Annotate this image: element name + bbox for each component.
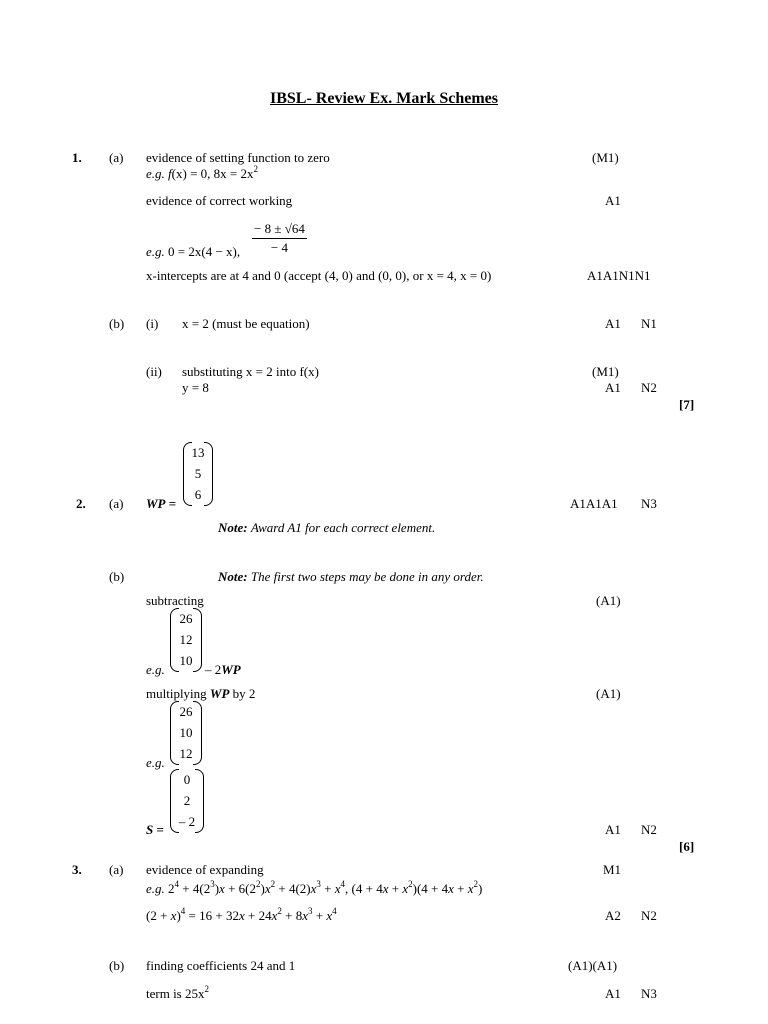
q1a-line-4-equation: 0 = 2x(4 − x),: [168, 244, 241, 259]
subtract-vector: [170, 608, 202, 672]
q1b-ii-mark-2: A1: [605, 380, 621, 395]
exponent: 2: [204, 983, 209, 994]
wp-label: WP: [209, 686, 230, 701]
q2-total: [6]: [679, 839, 695, 854]
q3b-line-2-mark: A1: [605, 986, 621, 1001]
equals-sign: =: [156, 822, 164, 837]
q3-part-b-label: (b): [109, 958, 125, 973]
vector-element: – 2: [178, 814, 196, 829]
exponent: 2: [253, 163, 258, 174]
q1b-i-label: (i): [146, 316, 159, 331]
multiplying-text: multiplying: [146, 686, 207, 701]
minus-two-wp: [205, 662, 241, 677]
question-1-number: 1.: [72, 150, 82, 165]
q1a-line-2: [146, 163, 258, 181]
vector-element: 10: [179, 725, 193, 740]
q3a-expansion: e.g. $2^4 + 4(2^3)x + 6(2^2)x^2 + 4(2)x^3 + x^4$, $(4 + 4x + x^2)(4 + 4x + x^2)$: [146, 878, 483, 896]
term-text: term is 25x: [146, 986, 205, 1001]
q2a-n: N3: [641, 496, 657, 511]
vector-element: 6: [194, 487, 202, 502]
q2b-subtracting-mark: (A1): [596, 593, 621, 608]
vector-element: 26: [179, 704, 193, 719]
q2b-multiplying-mark: (A1): [596, 686, 621, 701]
q1-part-b-label: (b): [109, 316, 125, 331]
q1a-line-3: evidence of correct working: [146, 193, 293, 208]
wp-equation: [146, 496, 176, 511]
vector-element: 10: [179, 653, 193, 668]
q3a-result-mark: A2: [605, 908, 621, 923]
q1b-ii-text: substituting x = 2 into f(x): [182, 364, 319, 379]
equals-sign: =: [168, 496, 177, 511]
q3b-line-1-mark: (A1)(A1): [568, 958, 618, 973]
eg-prefix: e.g.: [146, 244, 165, 259]
eg-prefix: e.g.: [146, 662, 165, 677]
eg-prefix: e.g.: [146, 755, 165, 770]
q1b-ii-mark-1: (M1): [592, 364, 619, 379]
q1b-i-text: x = 2 (must be equation): [182, 316, 310, 331]
q1b-ii-label: (ii): [146, 364, 162, 379]
note-label: Note:: [218, 569, 248, 584]
q3b-line-2-n: N3: [641, 986, 657, 1001]
note-text: The first two steps may be done in any order.: [250, 569, 484, 584]
vector-element: 2: [183, 793, 191, 808]
function-name: f: [168, 166, 172, 181]
by-two-text: by 2: [232, 686, 256, 701]
wp-vector: [183, 442, 213, 506]
question-3-number: 3.: [72, 862, 82, 877]
q2a-note: [218, 520, 435, 535]
q3a-line-1-mark: M1: [603, 862, 622, 877]
q2b-subtracting: subtracting: [146, 593, 204, 608]
fraction-denominator: − 4: [270, 240, 288, 255]
vector-element: 26: [179, 611, 193, 626]
s-label: S: [146, 822, 154, 837]
q2b-note: [218, 569, 484, 584]
q1a-line-5-mark: A1A1N1N1: [587, 268, 651, 283]
q1b-ii-text-2: y = 8: [182, 380, 209, 395]
q1a-line-3-mark: A1: [605, 193, 621, 208]
q1b-ii-n: N2: [641, 380, 657, 395]
q2b-s-mark: A1: [605, 822, 621, 837]
q1-total: [7]: [679, 397, 695, 412]
s-vector: [170, 769, 204, 833]
q3a-result: $(2 + x)^4 = 16 + 32x + 24x^2 + 8x^3 + x^4$: [146, 905, 337, 923]
fraction-numerator: − 8 ± √64: [252, 221, 307, 239]
q2b-multiplying: [146, 686, 255, 701]
wp-label: WP: [221, 662, 241, 677]
wp-label: WP: [146, 496, 166, 511]
question-2-number: 2.: [76, 496, 86, 511]
q1b-i-mark: A1: [605, 316, 621, 331]
q3b-line-2: [146, 983, 209, 1001]
q1-part-a-label: (a): [109, 150, 124, 165]
vector-element: 5: [194, 466, 202, 481]
q3-part-a-label: (a): [109, 862, 124, 877]
note-label: Note:: [218, 520, 248, 535]
page-title: IBSL- Review Ex. Mark Schemes: [270, 90, 498, 107]
fraction-expression: [252, 221, 307, 256]
q1a-line-4: [146, 244, 240, 259]
q2b-s-n: N2: [641, 822, 657, 837]
q3a-result-n: N2: [641, 908, 657, 923]
q3b-line-1: finding coefficients 24 and 1: [146, 958, 296, 973]
q1a-line-1: evidence of setting function to zero: [146, 150, 330, 165]
q1b-i-n: N1: [641, 316, 657, 331]
note-text: Award A1 for each correct element.: [250, 520, 436, 535]
multiply-vector: [170, 701, 202, 765]
eg-prefix: e.g.: [146, 166, 165, 181]
q1a-line-2-equation: (x) = 0, 8x = 2x: [171, 166, 254, 181]
q1a-line-1-mark: (M1): [592, 150, 619, 165]
vector-element: 12: [179, 746, 193, 761]
minus-two: – 2: [205, 662, 222, 677]
vector-element: 13: [191, 445, 205, 460]
q2-part-b-label: (b): [109, 569, 125, 584]
vector-element: 12: [179, 632, 193, 647]
vector-element: 0: [183, 772, 191, 787]
q3a-line-1: evidence of expanding: [146, 862, 264, 877]
q1a-line-5: x-intercepts are at 4 and 0 (accept (4, 0) and (0, 0), or x = 4, x = 0): [146, 268, 492, 283]
q2a-mark: A1A1A1: [570, 496, 618, 511]
q2-part-a-label: (a): [109, 496, 124, 511]
s-equation: [146, 822, 164, 837]
